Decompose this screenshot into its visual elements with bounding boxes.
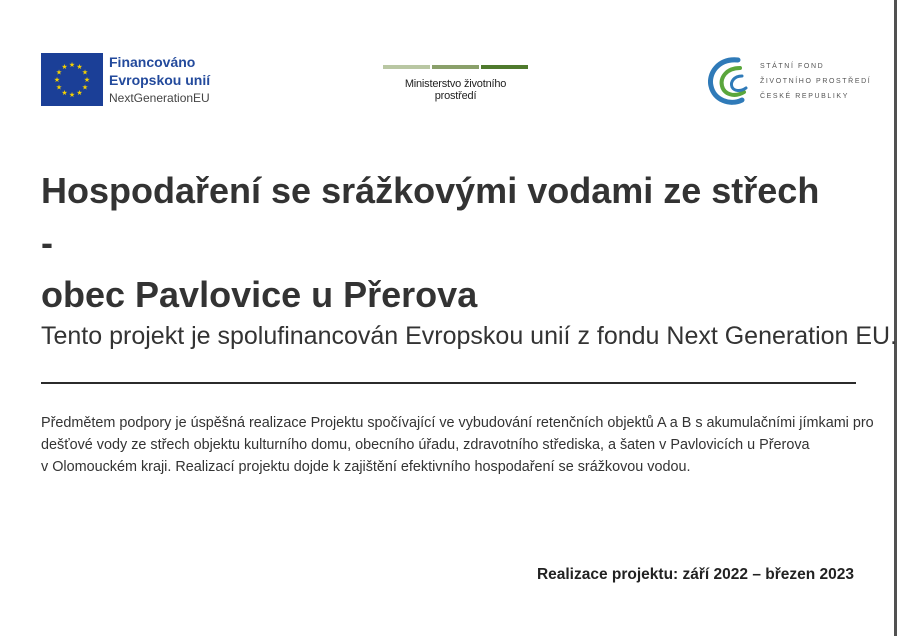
eu-funding-logo	[41, 53, 210, 107]
project-title-line2: obec Pavlovice u Přerova	[41, 274, 478, 315]
ministry-bar-2	[432, 65, 479, 69]
description-line1: Předmětem podpory je úspěšná realizace Projektu spočívající ve vybudování retenčních objektů A a B s akumulačními jímkami pro	[41, 415, 874, 431]
funding-statement: Tento projekt je spolufinancován Evropskou unií z fondu Next Generation EU.	[41, 322, 898, 350]
ministry-name: Ministerstvo životního prostředí	[404, 78, 507, 102]
eu-star: ★	[55, 83, 63, 92]
divider	[41, 382, 856, 384]
eu-star: ★	[61, 88, 68, 97]
eu-star: ★	[81, 68, 89, 77]
ministry-color-bars	[383, 65, 528, 69]
description-line2: dešťové vody ze střech objektu kulturního domu, obecního úřadu, zdravotního střediska, a šaten v Pavlovicích u Přerova	[41, 437, 810, 453]
eu-logo-line1: Financováno	[109, 54, 196, 70]
page-edge-shadow	[894, 0, 897, 636]
eu-star: ★	[76, 63, 83, 72]
project-title	[41, 165, 841, 321]
eu-star: ★	[68, 61, 76, 69]
ministry-logo	[383, 65, 528, 102]
sfzp-logo-line1: STÁTNÍ FOND	[760, 62, 825, 70]
eu-flag-icon	[41, 53, 103, 106]
eu-logo-line3: NextGenerationEU	[109, 91, 210, 105]
eu-star: ★	[81, 83, 89, 92]
sfzp-logo	[708, 56, 871, 106]
description-line3: v Olomouckém kraji. Realizací projektu dojde k zajištění efektivního hospodaření se srážkovou vodou.	[41, 459, 691, 475]
eu-logo-text	[109, 53, 210, 107]
eu-star: ★	[53, 76, 61, 84]
project-description	[41, 412, 874, 478]
ministry-bar-3	[481, 65, 528, 69]
eu-star: ★	[68, 91, 76, 99]
eu-star: ★	[76, 88, 83, 97]
eu-logo-line2: Evropskou unií	[109, 72, 211, 88]
sfzp-logo-line2: ŽIVOTNÍHO PROSTŘEDÍ	[760, 77, 872, 85]
sfzp-drop-icon	[708, 56, 750, 106]
project-dates: Realizace projektu: září 2022 – březen 2023	[536, 566, 854, 583]
ministry-bar-1	[383, 65, 430, 69]
sfzp-logo-text	[760, 59, 871, 104]
eu-star: ★	[55, 68, 63, 77]
eu-star: ★	[83, 76, 91, 84]
eu-star: ★	[61, 63, 68, 72]
sfzp-logo-line3: ČESKÉ REPUBLIKY	[760, 92, 849, 100]
project-title-line1: Hospodaření se srážkovými vodami ze střech -	[41, 170, 820, 263]
